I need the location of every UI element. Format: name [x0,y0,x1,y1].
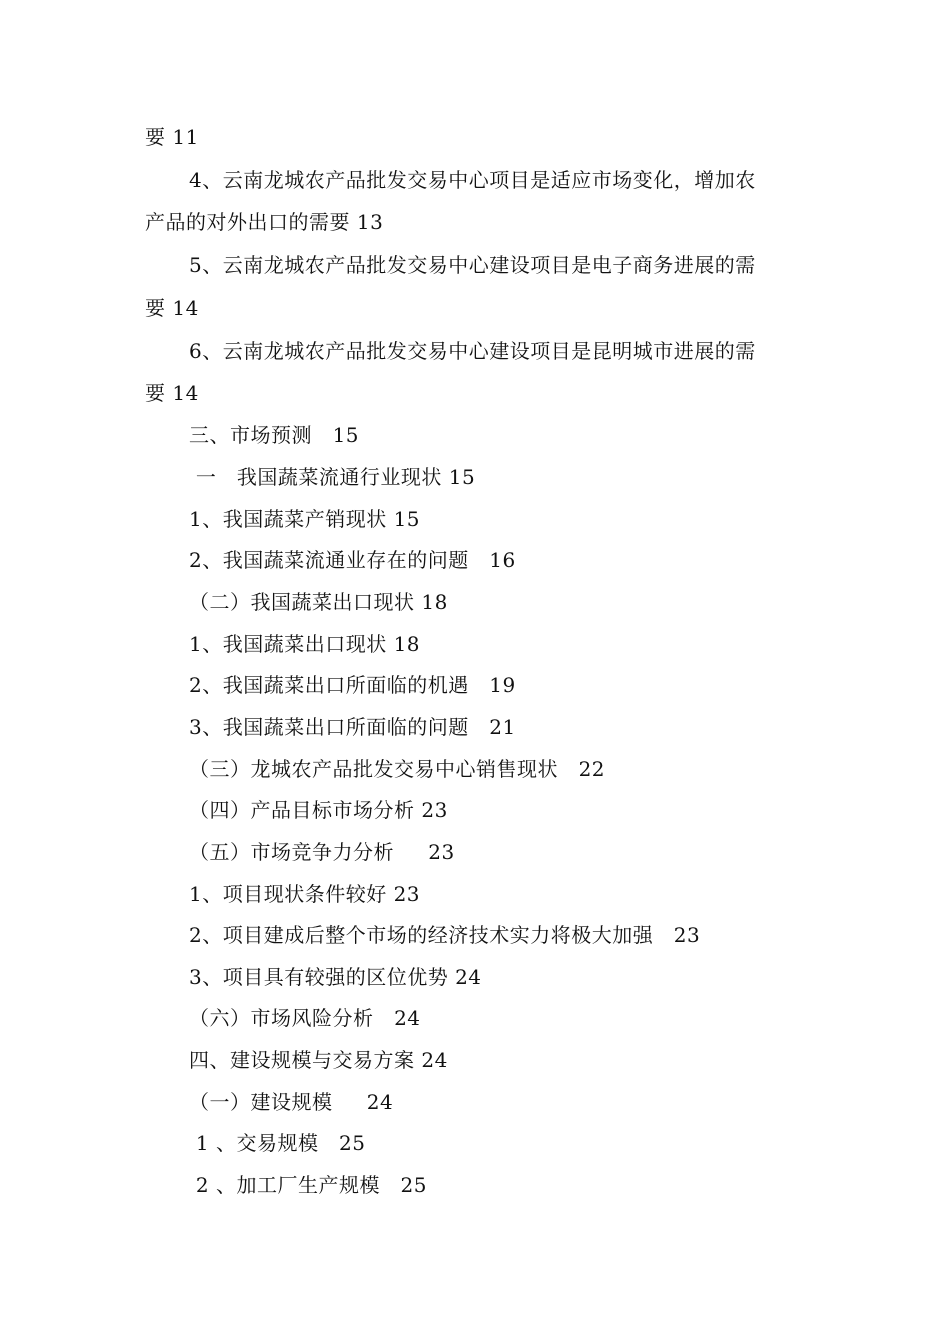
toc-line: （一）建设规模 24 [189,1090,394,1114]
toc-line: （四）产品目标市场分析 23 [189,798,448,822]
toc-line: 产品的对外出口的需要 13 [145,210,384,234]
toc-line: 3、项目具有较强的区位优势 24 [189,965,482,989]
toc-line: 4、云南龙城农产品批发交易中心项目是适应市场变化，增加农 [189,168,756,192]
toc-line: 2 、加工厂生产规模 25 [189,1173,427,1197]
toc-line: 6、云南龙城农产品批发交易中心建设项目是昆明城市进展的需 [189,339,756,363]
toc-line: 2、我国蔬菜出口所面临的机遇 19 [189,673,516,697]
toc-line: （六）市场风险分析 24 [189,1006,421,1030]
toc-line: （三）龙城农产品批发交易中心销售现状 22 [189,757,606,781]
toc-line: 2、我国蔬菜流通业存在的问题 16 [189,548,516,572]
toc-line: 2、项目建成后整个市场的经济技术实力将极大加强 23 [189,923,701,947]
toc-line: 1、我国蔬菜出口现状 18 [189,632,421,656]
toc-line: 1、项目现状条件较好 23 [189,882,421,906]
toc-line: （五）市场竞争力分析 23 [189,840,455,864]
toc-line: 三、市场预测 15 [189,423,360,447]
toc-line: 要 14 [145,296,199,320]
toc-line: 四、建设规模与交易方案 24 [189,1048,448,1072]
toc-line: 一 我国蔬菜流通行业现状 15 [189,465,476,489]
toc-line: 要 14 [145,381,199,405]
toc-line: 3、我国蔬菜出口所面临的问题 21 [189,715,516,739]
toc-line: （二）我国蔬菜出口现状 18 [189,590,448,614]
toc-line: 1 、交易规模 25 [189,1131,366,1155]
toc-line: 5、云南龙城农产品批发交易中心建设项目是电子商务进展的需 [189,253,756,277]
toc-line: 要 11 [145,125,199,149]
toc-line: 1、我国蔬菜产销现状 15 [189,507,421,531]
